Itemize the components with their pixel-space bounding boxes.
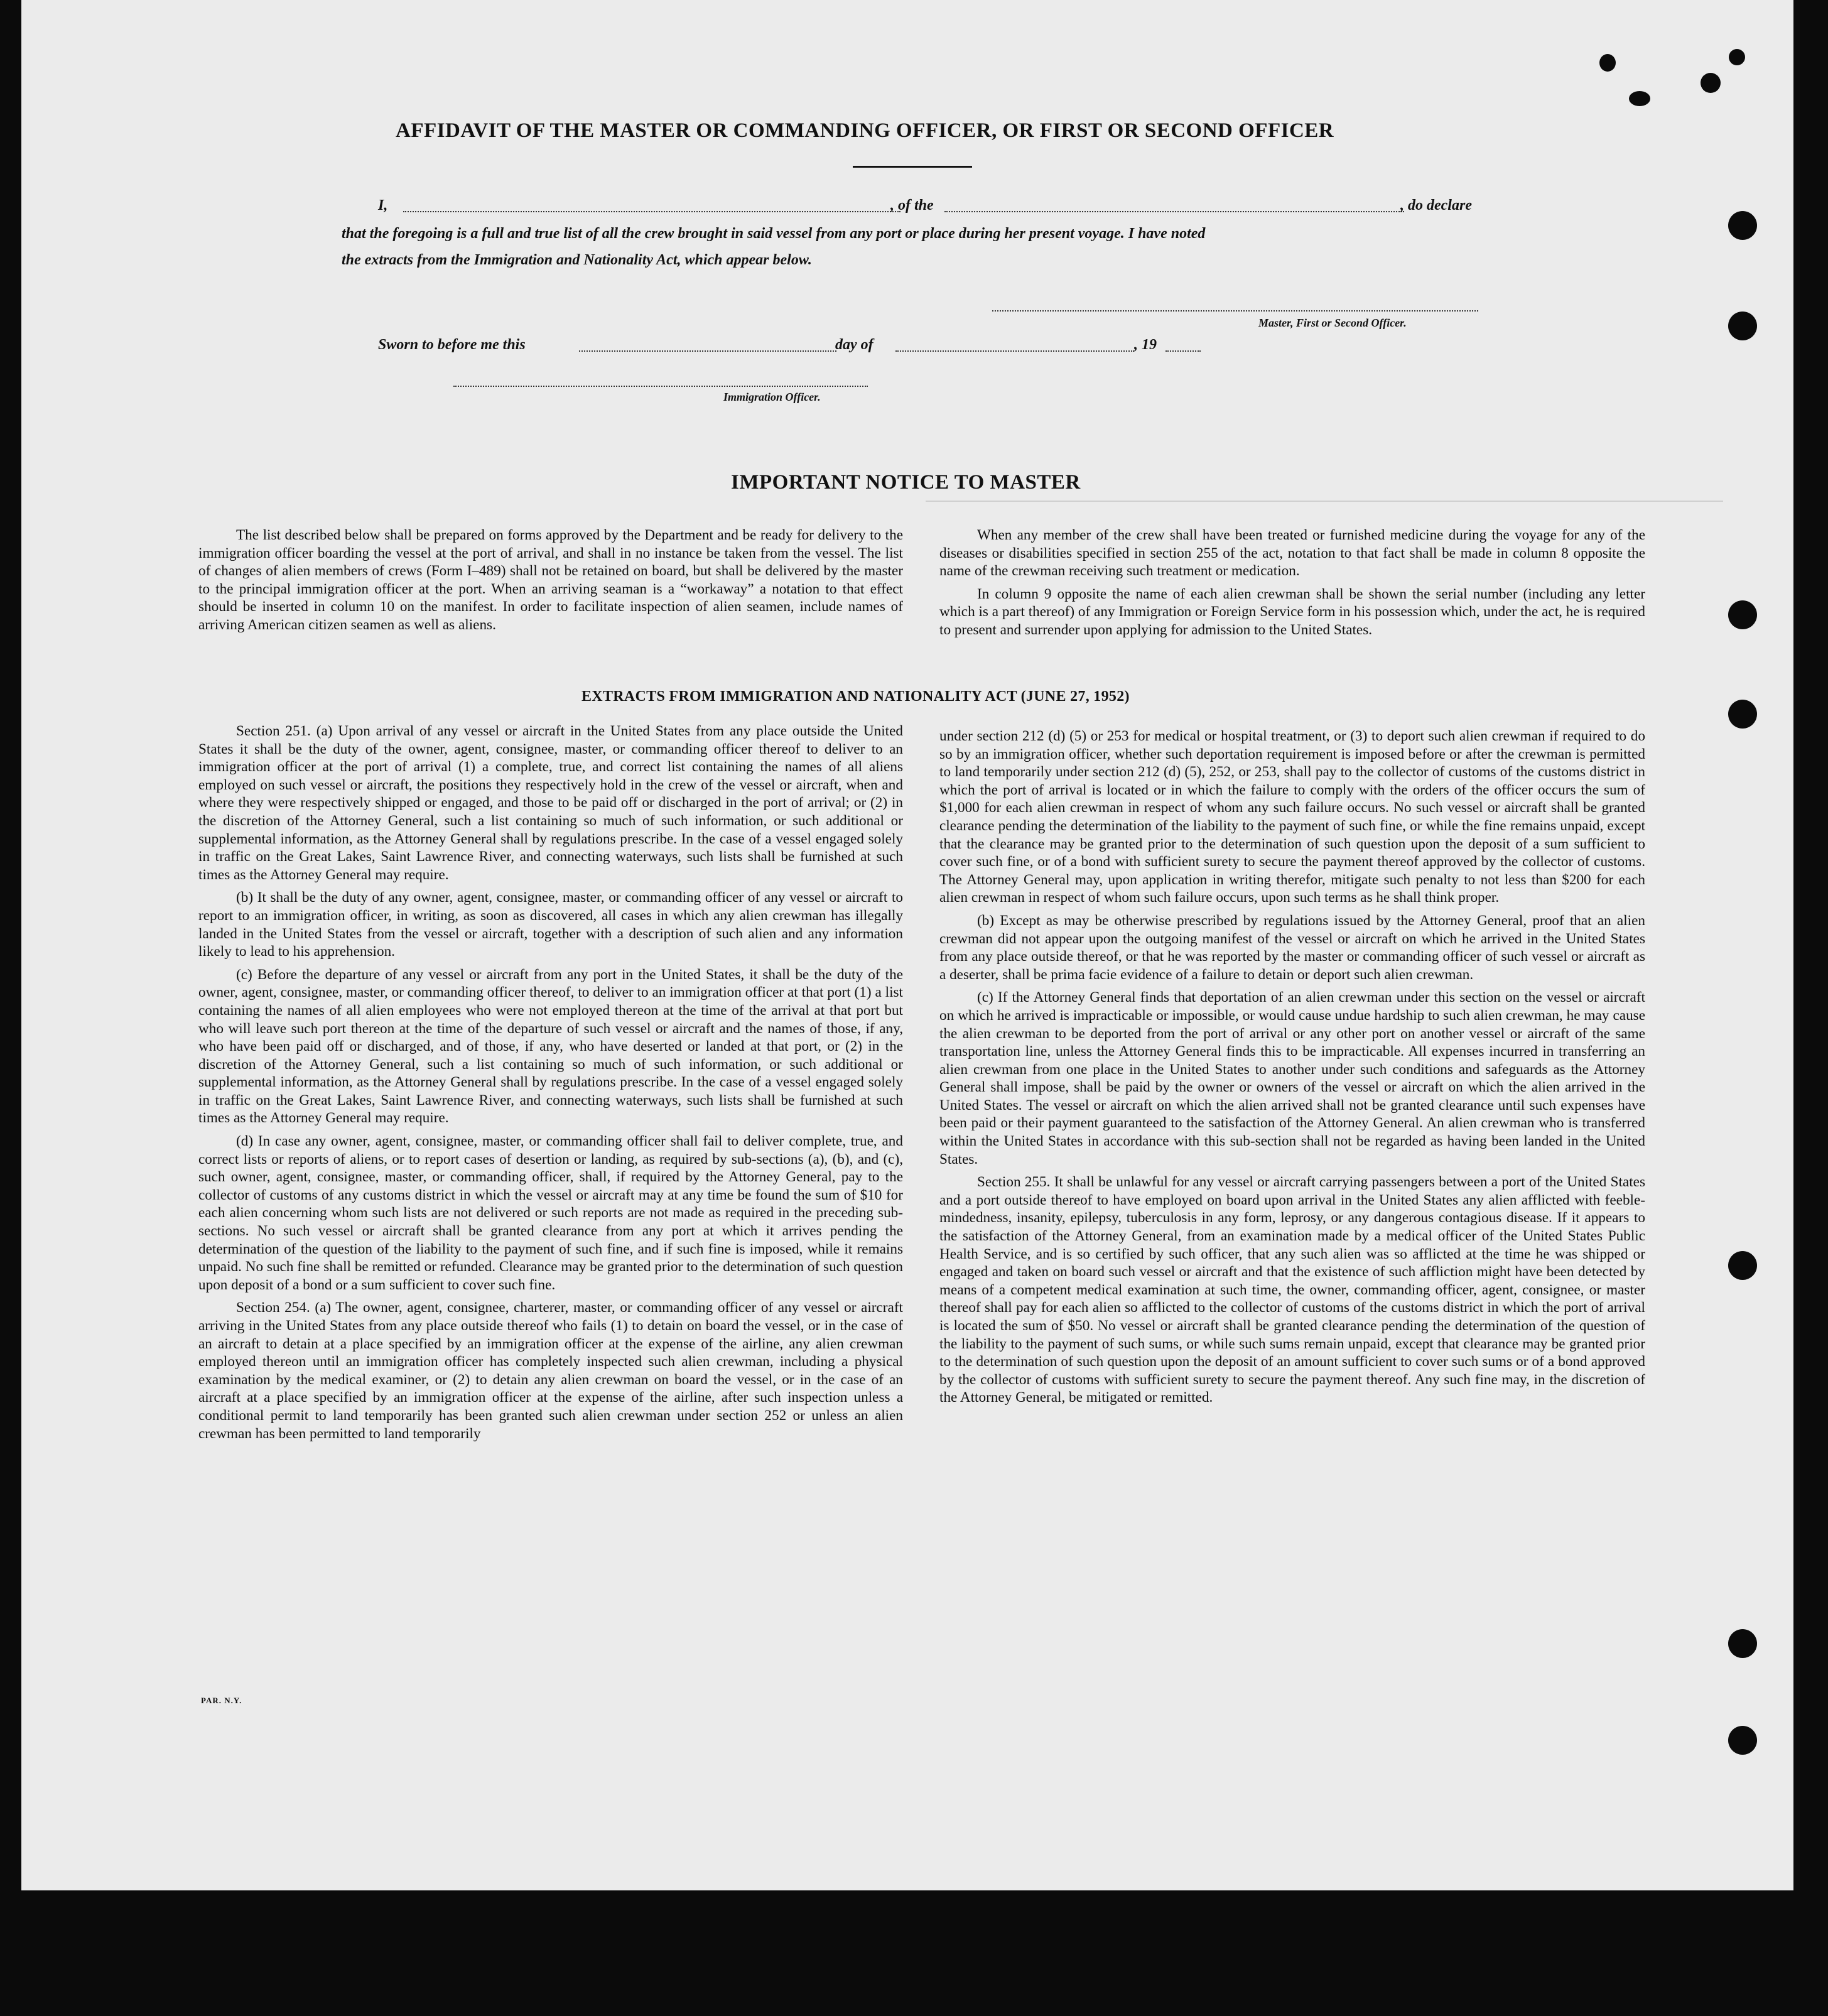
speck-mark bbox=[1701, 73, 1721, 93]
year-label: , 19 bbox=[1134, 337, 1157, 353]
act-paragraph: (c) If the Attorney General finds that deportation of an alien crewman under this section on the vessel or aircraft on which he arrived is impracticable or impossible, or would cause undue hardship to such alien crewman, he may cause the alien crewman to be deported from the port of arrival or any other port on another vessel or aircraft of the same transportation line, unless the Attorney General finds this to be impracticable. All expenses incurred in transferring an alien crewman from one place in the United States to another under such conditions and safeguards as the Attorney General shall impose, shall be paid by the owner or owners of the vessel or aircraft on which the alien arrived in the United States. The vessel or aircraft on which the alien arrived shall not be granted clearance until such expenses have been paid or their payment guaranteed to the satisfaction of the Attorney General. An alien crewman who is transferred within the United States in accordance with this sub-section shall not be regarded as having been landed in the United States. bbox=[939, 989, 1645, 1168]
sworn-label: Sworn to before me this bbox=[378, 337, 526, 353]
act-paragraph: (d) In case any owner, agent, consignee, master, or commanding officer shall fail to deliver complete, true, and correct lists or reports of aliens, or to report cases of desertion or landing, as required by sub-sections (a), (b), and (c), such owner, agent, consignee, master, or commanding officer, shall, if required by the Attorney General, pay to the collector of customs of any customs district in which the vessel or aircraft may at any time be found the sum of $10 for each alien concerning whom such lists are not delivered or such reports are not made as required in the preceding sub-sections. No such vessel or aircraft shall be granted clearance from any port at which it arrives pending the determination of the question of the liability to the payment of such fine, and if such fine is imposed, while it remains unpaid. No such fine shall be remitted or refunded. Clearance may be granted prior to the determination of such question upon deposit of a bond or a sum sufficient to cover such fine. bbox=[198, 1133, 903, 1293]
sworn-day-field[interactable] bbox=[579, 350, 836, 352]
affidavit-statement-line: that the foregoing is a full and true list of all the crew brought in said vessel from any port or place during her present voyage. I have noted bbox=[342, 225, 1206, 242]
sworn-month-field[interactable] bbox=[895, 350, 1134, 352]
notice-right-column bbox=[939, 526, 1645, 644]
extracts-title: EXTRACTS FROM IMMIGRATION AND NATIONALITY ACT (JUNE 27, 1952) bbox=[581, 688, 1130, 705]
act-paragraph: (b) Except as may be otherwise prescribed by regulations issued by the Attorney General, proof that an alien crewman did not appear upon the outgoing manifest of the vessel or aircraft on which he arrived in the United States from any place outside thereof, or that he was reported by the master or commanding officer of such vessel or aircraft as a deserter, shall be prima facie evidence of a failure to detain or deport such alien crewman. bbox=[939, 912, 1645, 983]
document-page bbox=[21, 0, 1793, 1890]
act-paragraph: Section 255. It shall be unlawful for any vessel or aircraft carrying passengers between a port of the United States and a port outside thereof to have employed on board upon arrival in the United States any alien afflicted with feeble-mindedness, insanity, epilepsy, tuberculosis in any form, leprosy, or any dangerous contagious disease. If it appears to the satisfaction of the Attorney General, from an examination made by a medical officer of the United States Public Health Service, and is so certified by such officer, that any such alien was so afflicted at the time he was shipped or engaged and taken on board such vessel or aircraft and that the existence of such affliction might have been detected by means of a competent medical examination at such time, the owner, commanding officer, agent, consignee, or master thereof shall pay for each alien so afflicted to the collector of customs of the customs district in which the port of arrival is located the sum of $50. No vessel or aircraft shall be granted clearance pending the determination of the question of the liability to the payment of such sums, or while such sums remain unpaid, except that clearance may be granted prior to the determination of such question upon the deposit of an amount sufficient to cover such sums or of a bond approved by the collector of customs with sufficient surety to secure the payment thereof. Any such fine may, in the discretion of the Attorney General, be mitigated or remitted. bbox=[939, 1174, 1645, 1406]
master-signature-field[interactable] bbox=[992, 310, 1478, 312]
act-paragraph: Section 254. (a) The owner, agent, consignee, charterer, master, or commanding officer of any vessel or aircraft arriving in the United States from any place outside thereof who fails (1) to detain on board the vessel, or in the case of an aircraft to detain at a place specified by an immigration officer at the expense of the airline, any alien crewman employed thereon until an immigration officer has completely inspected such alien crewman, including a physical examination by the medical examiner, or (2) to detain any alien crewman on board the vessel, or in the case of an aircraft at a place specified by an immigration officer at the expense of the airline, after such inspection unless a conditional permit to land temporarily has been granted such alien crewman under section 252 or unless an alien crewman has been permitted to land temporarily bbox=[198, 1299, 903, 1442]
affidavit-statement-line: the extracts from the Immigration and Nationality Act, which appear below. bbox=[342, 252, 812, 268]
speck-mark bbox=[1599, 54, 1616, 72]
act-paragraph: (c) Before the departure of any vessel or aircraft from any port in the United States, it shall be the duty of the owner, agent, consignee, master, or commanding officer thereof, to deliver to an immigration officer at that port (1) a list containing the names of all alien employees who were not employed thereon at the time of the arrival at that port but who will leave such port thereon at the time of the departure of such vessel or aircraft and the names of those, if any, who have been paid off or discharged, and of those, if any, who have deserted or landed at that port, or (2) in the discretion of the Attorney General, such a list containing so much of such information, or such additional or supplemental information, as the Attorney General shall by regulations prescribe. In the case of a vessel engaged solely in traffic on the Great Lakes, Saint Lawrence River, and connecting waterways, such lists shall be furnished at such times as the Attorney General may require. bbox=[198, 966, 903, 1127]
extracts-left-column bbox=[198, 722, 903, 1448]
notice-left-column bbox=[198, 526, 903, 639]
punch-hole bbox=[1728, 1629, 1757, 1658]
title-underline bbox=[853, 166, 972, 168]
speck-mark bbox=[1629, 91, 1650, 106]
of-the-label: , of the bbox=[890, 197, 934, 214]
do-declare-label: , do declare bbox=[1400, 197, 1472, 214]
punch-hole bbox=[1728, 312, 1757, 340]
vessel-name-field[interactable] bbox=[944, 211, 1404, 212]
punch-hole bbox=[1728, 700, 1757, 729]
notice-title: IMPORTANT NOTICE TO MASTER bbox=[731, 471, 1081, 494]
extracts-right-column bbox=[939, 727, 1645, 1412]
declarant-prefix: I, bbox=[378, 197, 388, 214]
punch-hole bbox=[1728, 600, 1757, 629]
act-paragraph: Section 251. (a) Upon arrival of any vessel or aircraft in the United States from any place outside the United States it shall be the duty of the owner, agent, consignee, master, or commanding officer thereof to deliver to an immigration officer at the port of arrival (1) a complete, true, and correct list containing the names of all aliens employed on such vessel or aircraft, the positions they respectively hold in the crew of the vessel or aircraft, when and where they were respectively shipped or engaged, and those to be paid off or discharged in the port of arrival; or (2) in the discretion of the Attorney General, such a list containing so much of such information, or such additional or supplemental information, as the Attorney General shall by regulations prescribe. In the case of a vessel engaged solely in traffic on the Great Lakes, Saint Lawrence River, and connecting waterways, such lists shall be furnished at such times as the Attorney General may require. bbox=[198, 723, 903, 883]
officer-signature-caption: Immigration Officer. bbox=[723, 391, 821, 403]
notice-paragraph: The list described below shall be prepared on forms approved by the Department and be ready for delivery to the immigration officer boarding the vessel at the port of arrival, and shall in no instance be taken from the vessel. The list of changes of alien members of crews (Form I–489) shall not be retained on board, but shall be delivered by the master to the principal immigration officer at the port. When an arriving seaman is a “workaway” a notation to that effect should be inserted in column 10 on the manifest. In order to facilitate inspection of alien seamen, include names of arriving American citizen seamen as well as aliens. bbox=[198, 527, 903, 633]
affidavit-title: AFFIDAVIT OF THE MASTER OR COMMANDING OFFICER, OR FIRST OR SECOND OFFICER bbox=[396, 119, 1334, 142]
punch-hole bbox=[1728, 211, 1757, 240]
declarant-name-field[interactable] bbox=[403, 211, 900, 212]
officer-signature-field[interactable] bbox=[453, 386, 868, 387]
act-paragraph: (b) It shall be the duty of any owner, agent, consignee, master, or commanding officer of any vessel or aircraft to report to an immigration officer, in writing, as soon as discovered, all cases in which any alien crewman has illegally landed in the United States from the vessel or aircraft, together with a description of such alien and any information likely to lead to his apprehension. bbox=[198, 889, 903, 960]
sworn-year-field[interactable] bbox=[1165, 350, 1201, 352]
speck-mark bbox=[1729, 49, 1745, 65]
notice-divider bbox=[926, 501, 1723, 502]
notice-paragraph: When any member of the crew shall have been treated or furnished medicine during the voyage for any of the diseases or disabilities specified in section 255 of the act, notation to that fact shall be made in column 8 opposite the name of the crewman receiving such treatment or medication. bbox=[939, 527, 1645, 580]
act-paragraph: under section 212 (d) (5) or 253 for medical or hospital treatment, or (3) to deport such alien crewman if required to do so by an immigration officer, whether such deportation requirement is imposed before or after the crewman is permitted to land temporarily under section 212 (d) (5), 252, or 253, shall pay to the collector of customs of the customs district in which the port of arrival is located or in which the failure to comply with the orders of the officer occurs the sum of $1,000 for each alien crewman in respect of whom any such failure occurs. No such vessel or aircraft shall be granted clearance pending the determination of the liability to the payment of such fine, or while the fine remains unpaid, except that the clearance may be granted prior to the determination of such question upon the deposit of a sum sufficient to cover such fine, or of a bond with sufficient surety to secure the payment thereof approved by the collector of customs. The Attorney General may, upon application in writing therefor, mitigate such penalty to not less than $200 for each alien crewman in respect of whom such failure occurs, upon such terms as he shall think proper. bbox=[939, 728, 1645, 906]
day-of-label: day of bbox=[835, 337, 873, 353]
punch-hole bbox=[1728, 1251, 1757, 1280]
printer-mark: PAR. N.Y. bbox=[201, 1696, 242, 1705]
punch-hole bbox=[1728, 1726, 1757, 1755]
master-signature-caption: Master, First or Second Officer. bbox=[1258, 317, 1407, 329]
notice-paragraph: In column 9 opposite the name of each alien crewman shall be shown the serial number (including any letter which is a part thereof) of any Immigration or Foreign Service form in his possession which, under the act, he is required to present and surrender upon applying for admission to the United States. bbox=[939, 585, 1645, 638]
